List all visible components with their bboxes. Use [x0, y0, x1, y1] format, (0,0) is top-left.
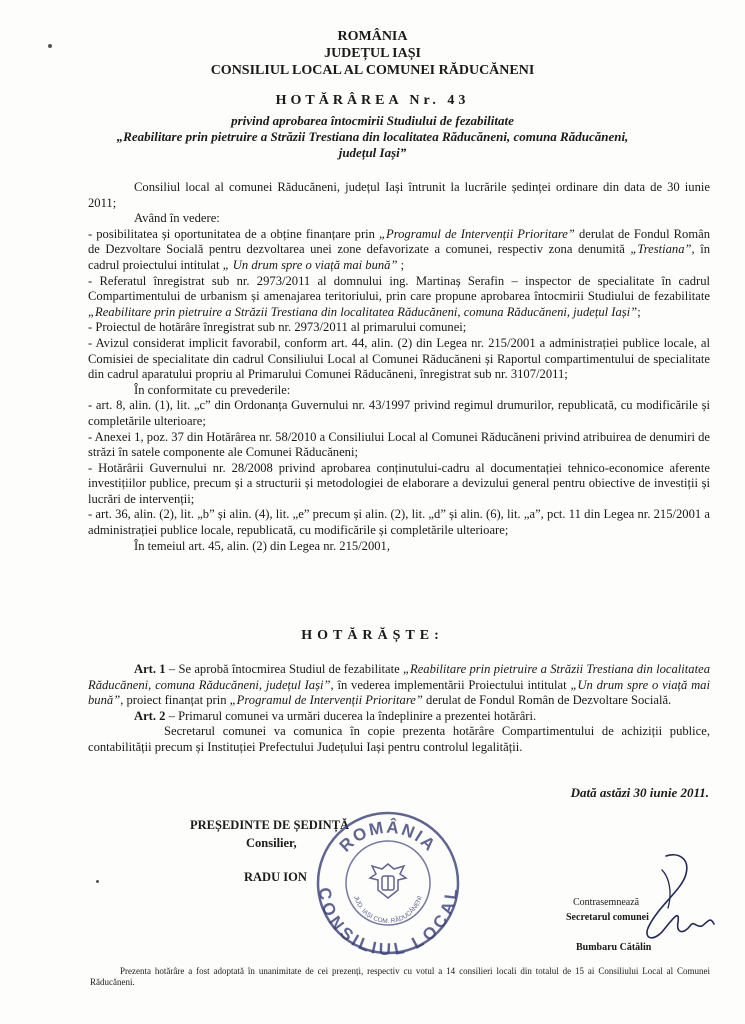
document-subtitle [80, 113, 665, 161]
legal-basis-streets: - Anexei 1, poz. 37 din Hotărârea nr. 58/2010 a Consiliului Local al Comunei Răducăneni privind atribuirea de denumiri de străzi în satele componente ale Comunei Răducăneni; [88, 429, 710, 460]
document-title: HOTĂRÂREA Nr. 43 [275, 93, 470, 108]
subtitle-line-1: privind aprobarea întocmirii Studiului de fezabilitate [231, 113, 514, 128]
adoption-note: Prezenta hotărâre a fost adoptată în unanimitate de cei prezenți, respectiv cu votul a 14 consilieri locali din totalul de 15 ai Consiliului Local al Comunei Răducăneni. [90, 966, 710, 987]
decides-heading: HOTĂRĂȘTE: [301, 628, 444, 643]
having-in-view: Având în vedere: [134, 211, 220, 226]
secretary-communication: Secretarul comunei va comunica în copie prezenta hotărâre Compartimentului de achiziții publice, contabilității precum și Instituției Prefectului Județului Iași pentru controlul legalității. [88, 724, 710, 754]
article-2: Art. 2 – Primarul comunei va urmări ducerea la îndeplinire a prezentei hotărâri. [134, 708, 537, 723]
svg-text:JUD. IAȘI COM. RĂDUCĂNENI [352, 895, 424, 925]
article-1: Art. 1 – Se aprobă întocmirea Studiul de fezabilitate „Reabilitare prin pietruire a Străzii Trestiana din localitatea Răducăneni, comuna Răducăneni, județul Iași”, în vederea implementării Proiectului intitulat „Un drum spre o viață mai bună”, proiect finanțat prin „Programul de Intervenții Prioritare” derulat de Fondul Român de Dezvoltare Socială. [88, 662, 710, 708]
header-council: CONSILIUL LOCAL AL COMUNEI RĂDUCĂNENI [210, 63, 535, 78]
header-country: ROMÂNIA [337, 29, 408, 44]
preamble [88, 180, 710, 554]
stamp-bottom-text: CONSILIUL LOCAL [314, 886, 462, 958]
date-line: Dată astăzi 30 iunie 2011. [570, 785, 709, 800]
consideration-funding: - posibilitatea și oportunitatea de a obține finanțare prin „Programul de Intervenții Prioritare” derulat de Fondul Român de Dezvoltare Socială pentru dezvoltarea unei zone defavorizate a comunei, respectiv zona denumită „Trestiana”, în cadrul proiectului intitulat „ Un drum spre o viață mai bună” ; [88, 226, 711, 272]
intro-paragraph: Consiliul local al comunei Răducăneni, județul Iași întrunit la lucrările ședinței ordinare din data de 30 iunie 2011; [88, 180, 710, 210]
council-stamp [313, 808, 463, 958]
stamp-inner-text: JUD. IAȘI COM. RĂDUCĂNENI [352, 895, 424, 926]
legal-basis-gov-decision: - Hotărârii Guvernului nr. 28/2008 privind aprobarea conținutului-cadru al documentației tehnico-economice aferente investițiilor publice, precum și a structurii și metodologiei de elaborare a devizului general pentru obiective de investiții și lucrări de intervenții; [88, 460, 710, 506]
president-role: Consilier, [246, 836, 297, 850]
consideration-opinion: - Avizul considerat implicit favorabil, conform art. 44, alin. (2) din Legea nr. 215/2001 a administrației publice locale, al Comisiei de specialitate din cadrul Consiliului Local al Comunei Răducăneni și Raportul compartimentului de specialitate din cadrul aparatului propriu al Primarului Comunei Răducăneni, înregistrat sub nr. 3107/2011; [88, 335, 710, 382]
scan-speck [96, 880, 99, 883]
president-name: RADU ION [244, 870, 307, 884]
secretary-name: Bumbaru Cătălin [576, 942, 652, 953]
in-accordance: În conformitate cu prevederile: [134, 382, 291, 397]
subtitle-line-3: județul Iași” [338, 145, 407, 160]
consideration-report: - Referatul înregistrat sub nr. 2973/2011 al domnului ing. Martinaș Serafin – inspector de specialitate în cadrul Compartimentului de urbanism și amenajarea teritoriului, prin care propune aprobarea întocmirii Studiului de fezabilitate „Reabilitare prin pietruire a Străzii Trestiana din localitatea Răducăneni, comuna Răducăneni, județul Iași”; [88, 273, 710, 319]
stamp-top-text: ROMÂNIA [335, 817, 441, 856]
consideration-draft: - Proiectul de hotărâre înregistrat sub nr. 2973/2011 al primarului comunei; [88, 320, 467, 335]
articles [88, 662, 710, 756]
president-title: PREȘEDINTE DE ȘEDINȚĂ [190, 818, 350, 832]
header-county: JUDEȚUL IAȘI [324, 46, 421, 61]
countersign-label: Contrasemnează [573, 897, 640, 908]
subtitle-line-2: „Reabilitare prin pietruire a Străzii Trestiana din localitatea Răducăneni, comuna Răducăneni, [116, 129, 629, 144]
coat-of-arms-icon [370, 864, 406, 898]
legal-basis-final: În temeiul art. 45, alin. (2) din Legea nr. 215/2001, [134, 538, 391, 553]
secretary-title: Secretarul comunei [566, 912, 649, 923]
secretary-signature [618, 850, 728, 955]
legal-basis-law: - art. 36, alin. (2), lit. „b” și alin. (4), lit. „e” precum și alin. (2), lit. „d” și alin. (6), lit. „a”, pct. 11 din Legea nr. 215/2001 a administrației publice locale, republicată, cu modificările și completările ulterioare; [88, 507, 710, 538]
legal-basis-roads: - art. 8, alin. (1), lit. „c” din Ordonanța Guvernului nr. 43/1997 privind regimul drumurilor, republicată, cu modificările și completările ulterioare; [88, 398, 710, 428]
